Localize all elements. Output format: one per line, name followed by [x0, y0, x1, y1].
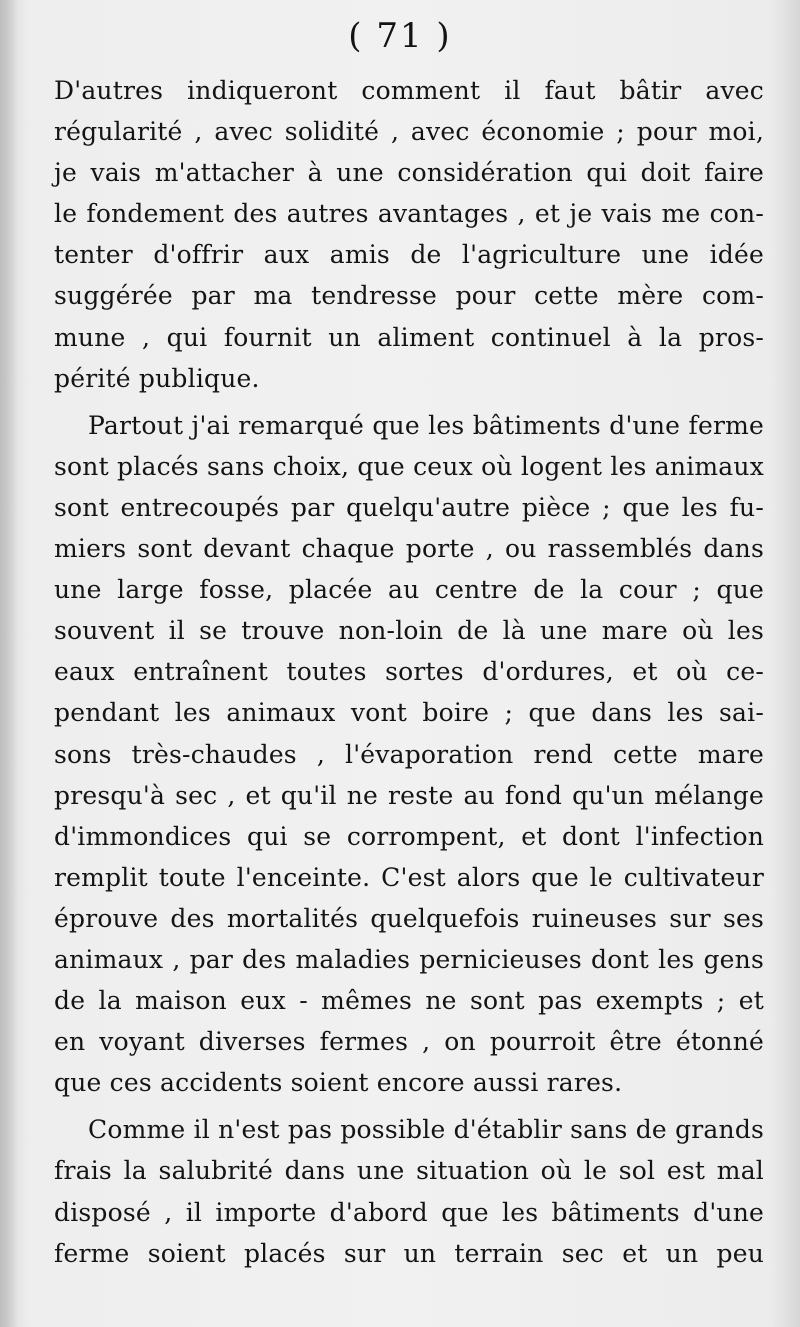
- text-line: je vais m'attacher à une considération qui doit faire: [54, 158, 764, 188]
- text-line: eaux entraînent toutes sortes d'ordures, et où ce-: [54, 657, 764, 687]
- text-line: presqu'à sec , et qu'il ne reste au fond qu'un mélange: [54, 780, 764, 810]
- text-line: périté publique.: [54, 363, 260, 393]
- text-line: D'autres indiqueront comment il faut bâtir avec: [54, 76, 764, 105]
- text-line: une large fosse, placée au centre de la cour ; que: [54, 575, 764, 605]
- text-line: sons très-chaudes , l'évaporation rend cette mare: [54, 739, 764, 769]
- text-line: animaux , par des maladies pernicieuses dont les gens: [54, 944, 764, 974]
- text-line: suggérée par ma tendresse pour cette mère com-: [54, 281, 764, 311]
- paragraph-2: [54, 405, 764, 1104]
- text-line: miers sont devant chaque porte , ou rassemblés dans: [54, 534, 764, 564]
- text-line: souvent il se trouve non-loin de là une mare où les: [54, 616, 764, 646]
- body-text: [54, 70, 764, 1274]
- text-line: sont entrecoupés par quelqu'autre pièce ; que les fu-: [54, 492, 764, 522]
- paragraph-1: [54, 70, 764, 399]
- text-line: régularité , avec solidité , avec économie ; pour moi,: [54, 117, 764, 147]
- text-line: mune , qui fournit un aliment continuel à la pros-: [54, 322, 764, 352]
- text-line: remplit toute l'enceinte. C'est alors que le cultivateur: [54, 862, 764, 892]
- text-line: que ces accidents soient encore aussi rares.: [54, 1068, 623, 1098]
- text-line: pendant les animaux vont boire ; que dans les sai-: [54, 698, 764, 728]
- page-number: ( 71 ): [348, 16, 452, 56]
- text-line: le fondement des autres avantages , et je vais me con-: [54, 199, 764, 229]
- text-line: de la maison eux - mêmes ne sont pas exempts ; et: [54, 986, 764, 1016]
- text-line: tenter d'offrir aux amis de l'agriculture une idée: [54, 240, 764, 270]
- text-line: en voyant diverses fermes , on pourroit être étonné: [54, 1027, 764, 1057]
- text-line: ferme soient placés sur un terrain sec et un peu: [54, 1238, 764, 1268]
- text-line: sont placés sans choix, que ceux où logent les animaux: [54, 451, 764, 481]
- paragraph-3: [54, 1109, 764, 1273]
- text-line: disposé , il importe d'abord que les bâtiments d'une: [54, 1197, 764, 1227]
- text-line: éprouve des mortalités quelquefois ruineuses sur ses: [54, 903, 764, 933]
- text-line: d'immondices qui se corrompent, et dont l'infection: [54, 821, 764, 851]
- text-line: frais la salubrité dans une situation où le sol est mal: [54, 1156, 764, 1186]
- text-line: Partout j'ai remarqué que les bâtiments d'une ferme: [88, 410, 764, 440]
- text-line: Comme il n'est pas possible d'établir sans de grands: [88, 1115, 765, 1145]
